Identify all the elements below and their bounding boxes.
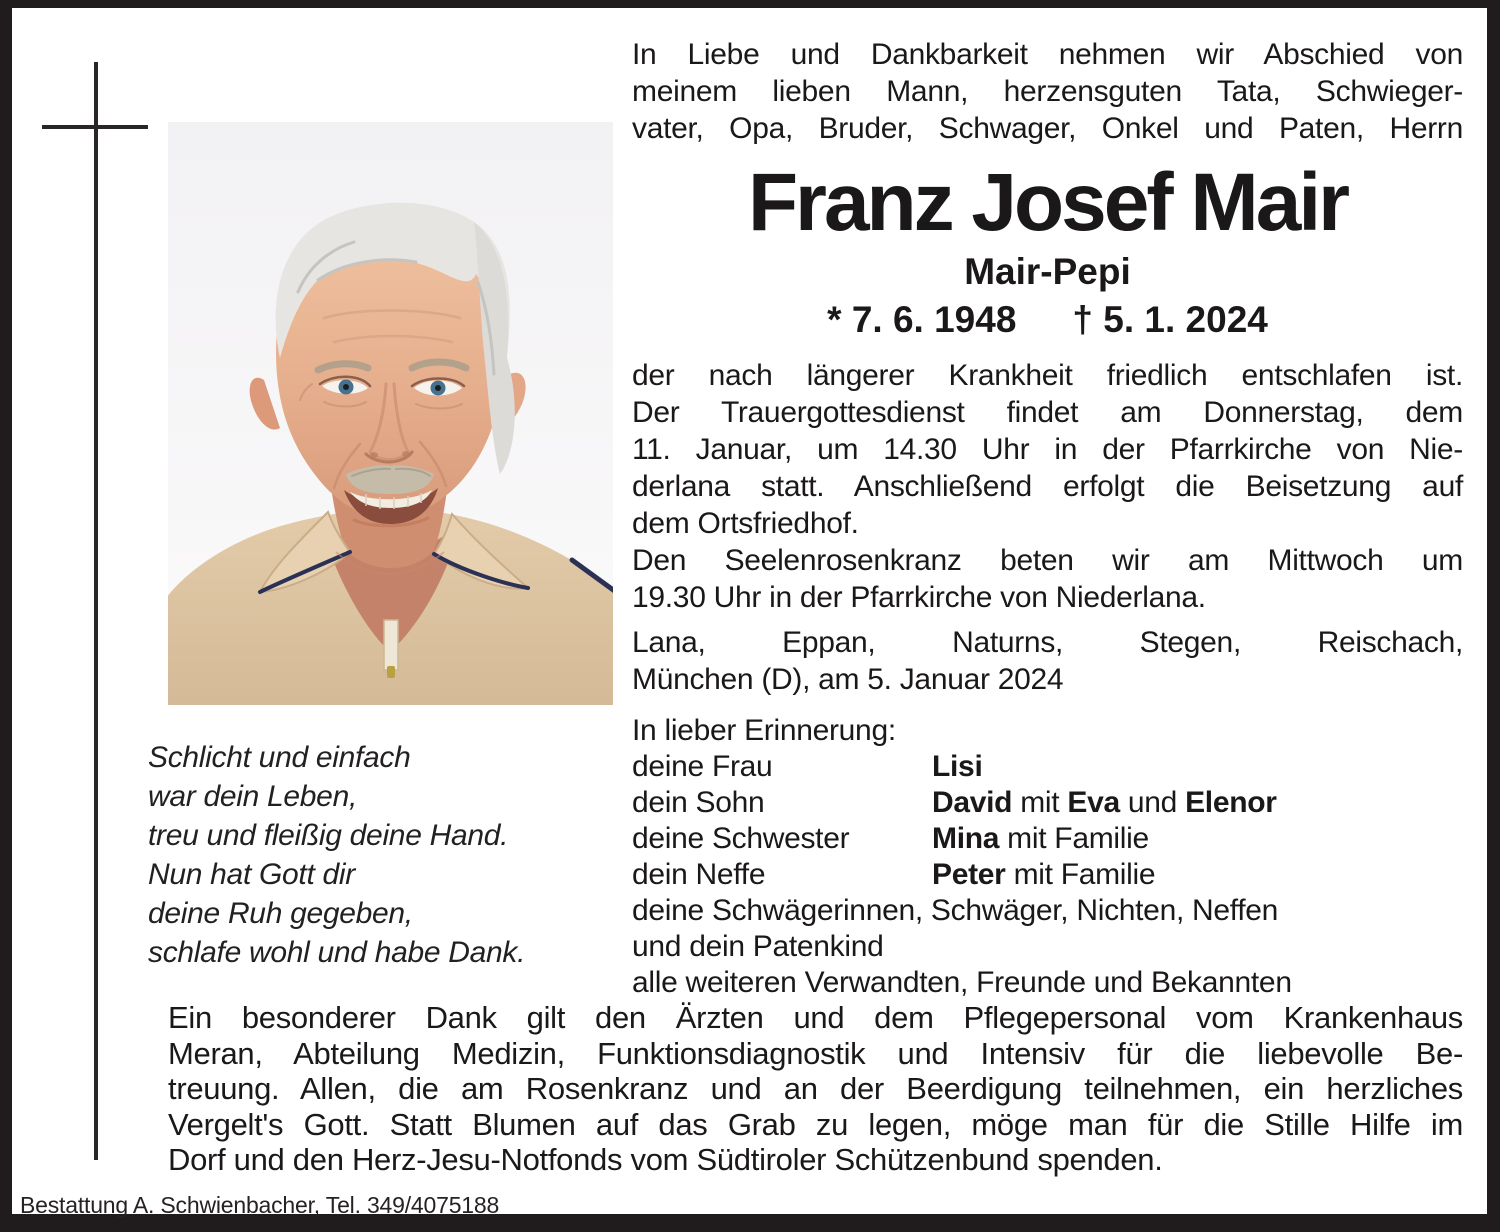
text-line: 19.30 Uhr in der Pfarrkirche von Niederlana.	[632, 581, 1206, 614]
text-line: derlana statt. Anschließend erfolgt die Beisetzung auf	[632, 470, 1463, 503]
obituary-text-column	[632, 36, 1463, 1001]
remembrance-row	[632, 749, 1463, 785]
text-line: Der Trauergottesdienst findet am Donnerstag, dem	[632, 396, 1463, 429]
relative-names: Lisi	[932, 750, 983, 783]
relative-names: Peter mit Familie	[932, 858, 1156, 891]
funeral-paragraph-2	[632, 542, 1463, 616]
text-line: München (D), am 5. Januar 2024	[632, 663, 1064, 696]
places-date-line	[632, 624, 1463, 698]
text-line: In Liebe und Dankbarkeit nehmen wir Abschied von	[632, 38, 1463, 71]
relative-names: Mina mit Familie	[932, 822, 1149, 855]
funeral-home-footer: Bestattung A. Schwienbacher, Tel. 349/4075188	[20, 1192, 500, 1218]
deceased-name: Franz Josef Mair	[747, 157, 1348, 248]
remembrance-extra-line: alle weiteren Verwandten, Freunde und Bekannten	[632, 966, 1292, 999]
relation-label: deine Schwester	[632, 822, 850, 855]
deceased-portrait-photo	[168, 122, 613, 705]
memorial-poem	[148, 738, 622, 972]
text-line: treuung. Allen, die am Rosenkranz und an der Beerdigung teilnehmen, ein herzliches	[168, 1071, 1463, 1106]
death-date: † 5. 1. 2024	[1072, 299, 1268, 340]
relation-label: dein Sohn	[632, 786, 765, 819]
cross-icon-arm	[42, 125, 148, 129]
text-line: meinem lieben Mann, herzensguten Tata, Schwieger-	[632, 75, 1463, 108]
text-line: Lana, Eppan, Naturns, Stegen, Reischach,	[632, 626, 1463, 659]
funeral-paragraph-1	[632, 357, 1463, 542]
cross-icon	[94, 62, 98, 1160]
text-line: war dein Leben,	[148, 780, 357, 813]
deceased-nickname: Mair-Pepi	[964, 251, 1131, 292]
text-line: deine Ruh gegeben,	[148, 897, 413, 930]
remembrance-row	[632, 821, 1463, 857]
text-line: Ein besonderer Dank gilt den Ärzten und dem Pflegepersonal vom Krankenhaus	[168, 1000, 1463, 1035]
relation-label: dein Neffe	[632, 858, 766, 891]
text-line: Vergelt's Gott. Statt Blumen auf das Grab zu legen, möge man für die Stille Hilfe im	[168, 1106, 1463, 1142]
text-line: 11. Januar, um 14.30 Uhr in der Pfarrkirche von Nie-	[632, 433, 1463, 466]
remembrance-family-list	[632, 749, 1463, 1001]
thanks-paragraph	[168, 1000, 1463, 1178]
text-line: treu und fleißig deine Hand.	[148, 819, 509, 852]
relation-label: deine Frau	[632, 750, 773, 783]
text-line: dem Ortsfriedhof.	[632, 507, 859, 540]
text-line: vater, Opa, Bruder, Schwager, Onkel und Paten, Herrn	[632, 112, 1463, 145]
intro-paragraph	[632, 36, 1463, 147]
text-line: Meran, Abteilung Medizin, Funktionsdiagnostik und Intensiv für die liebevolle Be-	[168, 1035, 1463, 1071]
remembrance-extra-line: deine Schwägerinnen, Schwäger, Nichten, Neffen	[632, 894, 1279, 927]
remembrance-extra-line: und dein Patenkind	[632, 930, 884, 963]
remembrance-row	[632, 785, 1463, 821]
text-line: Dorf und den Herz-Jesu-Notfonds vom Südtiroler Schützenbund spenden.	[168, 1142, 1163, 1177]
text-line: schlafe wohl und habe Dank.	[148, 936, 526, 969]
remembrance-heading: In lieber Erinnerung:	[632, 714, 896, 747]
life-dates	[632, 299, 1463, 341]
remembrance-row	[632, 857, 1463, 893]
birth-date: * 7. 6. 1948	[827, 299, 1017, 340]
text-line: der nach längerer Krankheit friedlich entschlafen ist.	[632, 359, 1463, 392]
relative-names: David mit Eva und Elenor	[932, 786, 1277, 819]
text-line: Den Seelenrosenkranz beten wir am Mittwoch um	[632, 544, 1463, 577]
text-line: Nun hat Gott dir	[148, 858, 355, 891]
text-line: Schlicht und einfach	[148, 741, 411, 774]
